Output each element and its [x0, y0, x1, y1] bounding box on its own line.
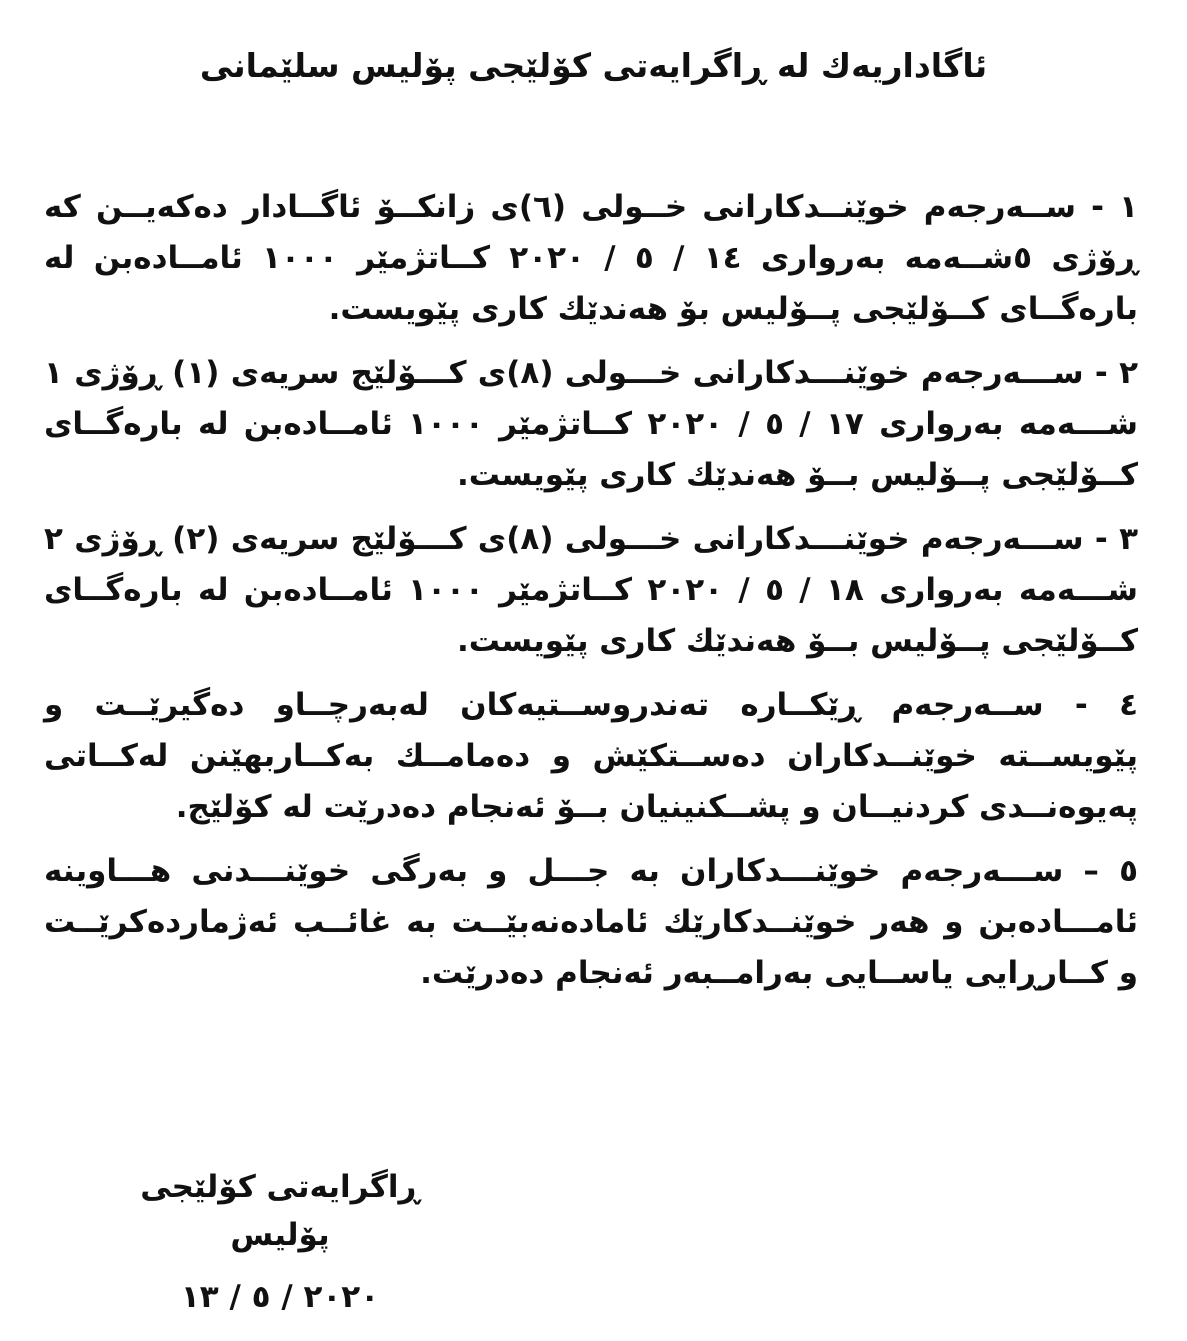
document-title: ئاگاداریەك لە ڕاگرایەتی كۆلێجی پۆلیس سلێمانی — [199, 46, 988, 85]
announcement-item-4: ٤ - ســەرجەم ڕێكــارە تەندروســتیەكان لەبەرچــاو دەگیرێــت و پێویســتە خوێنــدكاران دەســتكێش و دەمامــك بەكــاربهێنن لەكــاتی پەیوەنــدی كردنیــان و پشــكنینیان بــۆ ئەنجام دەدرێت لە كۆلێج. — [44, 687, 1138, 825]
announcement-item-1: ١ - ســەرجەم خوێنــدكارانی خــولی (٦)ی زانكــۆ ئاگــادار دەكەیــن كە ڕۆژی ٥شــەمە بەرواری ١٤ / ٥ / ٢٠٢٠ كــاتژمێر ١٠٠٠ ئامــادەبن لە بارەگــای كــۆلێجی پــۆلیس بۆ هەندێك كاری پێویست. — [44, 189, 1138, 327]
signature-name: ڕاگرایەتی كۆلێجی پۆلیس — [140, 1169, 420, 1253]
announcement-item-2: ٢ - ســـەرجەم خوێنـــدكارانی خـــولی (٨)ی كـــۆلێج سریەی (١) ڕۆژی ١ شـــەمە بەرواری ١٧ / ٥ / ٢٠٢٠ كــاتژمێر ١٠٠٠ ئامــادەبن لە بارەگــای كــۆلێجی پــۆلیس بــۆ هەندێك كاری پێویست. — [44, 355, 1138, 493]
signature-block — [100, 1163, 460, 1321]
announcement-body — [44, 182, 1138, 1012]
announcement-item-5: ٥ – ســـەرجەم خوێنـــدكاران بە جـــل و بەرگی خوێنـــدنی هـــاوینە ئامـــادەبن و هەر خوێنــدكارێك ئامادەنەبێــت بە غائــب ئەژماردەكرێــت و كــارڕایی یاســایی بەرامــبەر ئەنجام دەدرێت. — [44, 853, 1138, 991]
announcement-item-3: ٣ - ســـەرجەم خوێنـــدكارانی خـــولی (٨)ی كـــۆلێج سریەی (٢) ڕۆژی ٢ شـــەمە بەرواری ١٨ / ٥ / ٢٠٢٠ كــاتژمێر ١٠٠٠ ئامــادەبن لە بارەگــای كــۆلێجی پــۆلیس بــۆ هەندێك كاری پێویست. — [44, 521, 1138, 659]
signature-date: ٢٠٢٠ / ٥ / ١٣ — [180, 1279, 380, 1315]
